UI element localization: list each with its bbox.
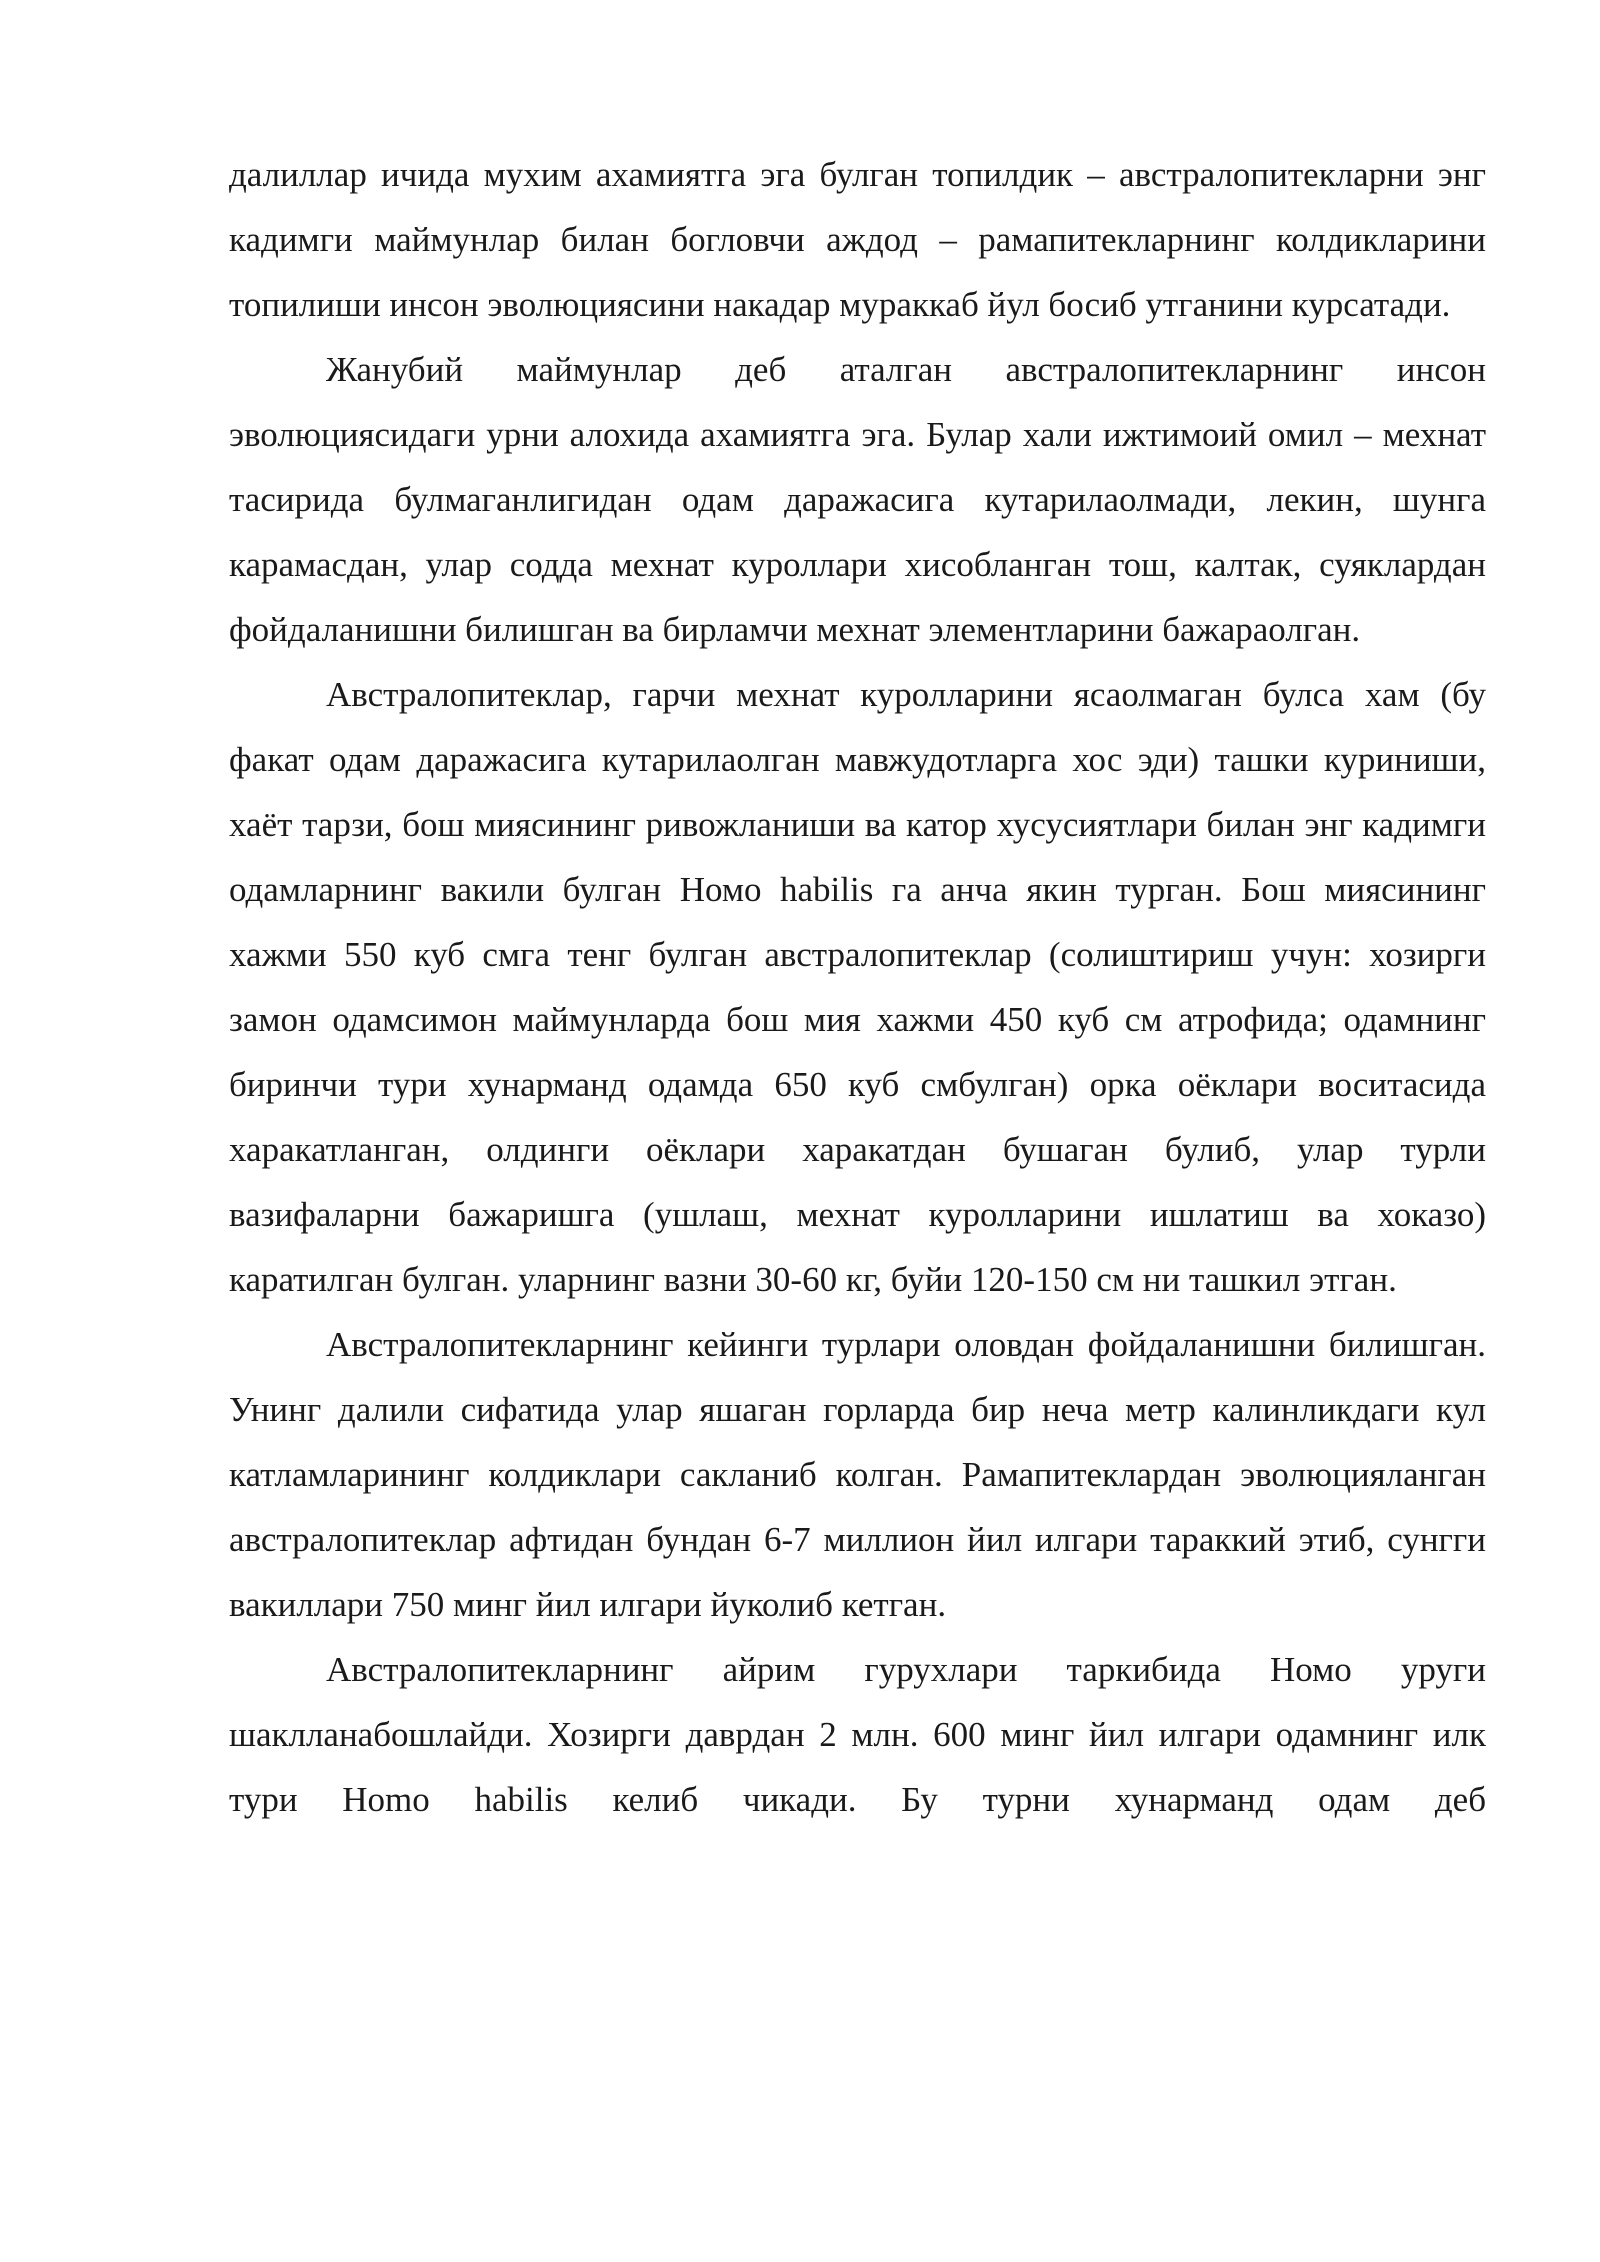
document-page: [229, 142, 1486, 1832]
paragraph-1: далиллар ичида мухим ахамиятга эга булган топилдик – австралопитекларни энг кадимги маймунлар билан богловчи аждод – рамапитекларнинг колдикларини топилиши инсон эволюциясини накадар мураккаб йул босиб утганини курсатади.: [229, 155, 1486, 324]
paragraph-5: Австралопитекларнинг айрим гурухлари таркибида Номо уруги шаклланабошлайди. Хозирги даврдан 2 млн. 600 минг йил илгари одамнинг илк тури Homo habilis келиб чикади. Бу турни хунарманд одам деб: [229, 1650, 1486, 1819]
paragraph-4: Австралопитекларнинг кейинги турлари оловдан фойдаланишни билишган. Унинг далили сифатида улар яшаган горларда бир неча метр калинликдаги кул катламларининг колдиклари сакланиб колган. Рамапитеклардан эволюцияланган австралопитеклар афтидан бундан 6-7 миллион йил илгари тараккий этиб, сунгги вакиллари 750 минг йил илгари йуколиб кетган.: [229, 1325, 1486, 1624]
paragraph-2: Жанубий маймунлар деб аталган австралопитекларнинг инсон эволюциясидаги урни алохида ахамиятга эга. Булар хали ижтимоий омил – мехнат тасирида булмаганлигидан одам даражасига кутарилаолмади, лекин, шунга карамасдан, улар содда мехнат куроллари хисобланган тош, калтак, суяклардан фойдаланишни билишган ва бирламчи мехнат элементларини бажараолган.: [229, 350, 1486, 649]
paragraph-3: Австралопитеклар, гарчи мехнат куролларини ясаолмаган булса хам (бу факат одам даражасига кутарилаолган мавжудотларга хос эди) ташки куриниши, хаёт тарзи, бош миясининг ривожланиши ва катор хусусиятлари билан энг кадимги одамларнинг вакили булган Номо habilis га анча якин турган. Бош миясининг хажми 550 куб смга тенг булган австралопитеклар (солиштириш учун: хозирги замон одамсимон маймунларда бош мия хажми 450 куб см атрофида; одамнинг биринчи тури хунарманд одамда 650 куб смбулган) орка оёклари воситасида харакатланган, олдинги оёклари харакатдан бушаган булиб, улар турли вазифаларни бажаришга (ушлаш, мехнат куролларини ишлатиш ва хоказо) каратилган булган. уларнинг вазни 30-60 кг, буйи 120-150 см ни ташкил этган.: [229, 675, 1486, 1299]
